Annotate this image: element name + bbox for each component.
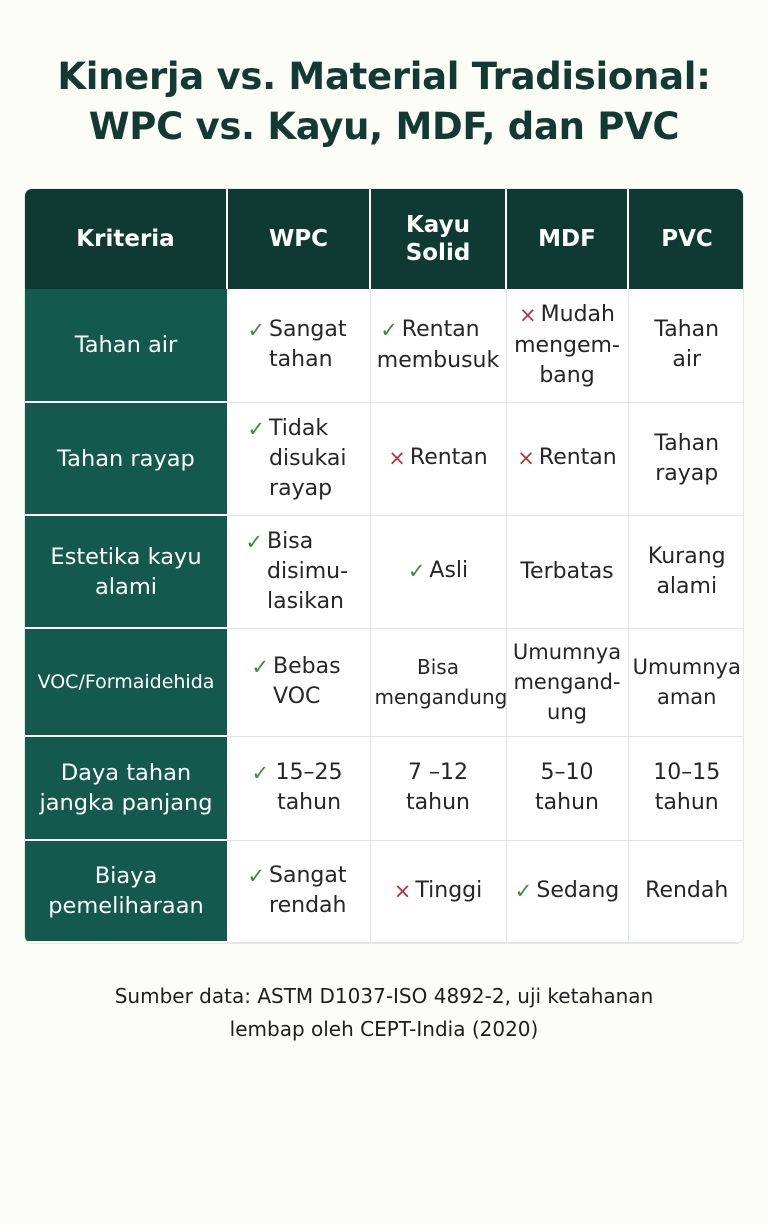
cell-text-2: mengem- [514,332,620,358]
cell-kayu [370,840,506,942]
cell-text: Rentan [401,316,480,342]
criteria-cell [25,515,227,628]
header-pvc: PVC [628,189,744,289]
criteria-text-2: pemeliharaan [48,893,204,919]
cell-text: Mudah [540,301,615,327]
cross-icon: × [517,446,535,470]
cell-wpc [227,402,370,515]
cell-text: Sangat tahan [269,317,347,373]
criteria-text: Estetika kayu [50,543,202,570]
check-icon: ✓ [407,559,426,583]
cell-text: Umumnya [632,655,741,679]
criteria-cell [25,840,227,942]
header-kayu-line1: Kayu [405,212,470,238]
cell-wpc [227,515,370,628]
table-row [25,515,744,628]
cell-kayu [370,289,506,402]
header-kayu-line2: Solid [405,240,471,266]
cell-wpc [227,628,370,736]
cell-text-2: aman [656,685,717,709]
cell-text: Bisa disimu- lasikan [267,528,349,614]
cell-text: Umumnya [512,640,622,664]
page-title [0,52,768,152]
cell-text-3: ung [547,700,587,724]
cell-text: 5–10 [540,760,594,785]
header-kriteria: Kriteria [25,189,227,289]
criteria-text: Biaya [94,863,158,889]
check-icon: ✓ [247,416,266,441]
cell-mdf [506,840,628,942]
cell-kayu [370,628,506,736]
check-icon: ✓ [245,529,264,554]
cell-text: Bisa [417,655,459,679]
cell-wpc [227,289,370,402]
cell-text: Tidak disukai rayap [269,415,347,501]
source-line-1: Sumber data: ASTM D1037-ISO 4892-2, uji ketahanan [114,984,654,1008]
cell-text-2: tahun [654,790,719,815]
cell-mdf: Terbatas [506,515,628,628]
cell-text: Tahan [654,317,720,343]
cell-text: Rentan [538,445,617,470]
table-row [25,628,744,736]
cell-text: Sangat rendah [269,863,347,918]
cell-text: Rentan [409,445,488,470]
table-row [25,289,744,402]
table-row [25,840,744,942]
cell-text-2: air [672,347,702,373]
cell-pvc [628,402,744,515]
source-note [0,980,768,1046]
criteria-text: Daya tahan [60,760,192,786]
cell-text: Tinggi [415,877,483,903]
header-wpc: WPC [227,189,370,289]
cell-pvc [628,736,744,840]
cell-text: Kurang [647,543,726,569]
cell-kayu [370,736,506,840]
cell-text-2: mengand- [513,670,621,694]
title-line-1: Kinerja vs. Material Tradisional: [57,55,711,98]
cell-kayu [370,515,506,628]
table-row [25,402,744,515]
cell-text-2: mengandung [374,685,508,709]
check-icon: ✓ [251,655,270,679]
cell-pvc [628,289,744,402]
comparison-table [24,188,744,944]
cell-mdf [506,289,628,402]
cell-text-2: tahun [406,790,470,815]
cell-text: 7 –12 [408,760,468,785]
check-icon: ✓ [514,878,533,903]
cell-text-2: alami [656,573,718,599]
cell-text: Asli [429,558,469,583]
table-row [25,736,744,840]
check-icon: ✓ [247,318,266,343]
cell-wpc [227,736,370,840]
cell-text: 15–25 tahun [275,760,343,815]
header-kayu [370,189,506,289]
cell-mdf [506,628,628,736]
header-mdf: MDF [506,189,628,289]
cell-text: Tahan [654,430,720,456]
cell-text-3: bang [539,362,595,388]
criteria-cell: Tahan rayap [25,402,227,515]
cell-text: 10–15 [653,760,721,785]
cross-icon: × [388,446,406,470]
cell-text-2: membusuk [376,347,500,373]
source-line-2: lembap oleh CEPT-India (2020) [229,1017,539,1041]
criteria-text-2: jangka panjang [39,790,213,816]
cross-icon: × [519,302,537,327]
criteria-cell: VOC/Formaidehida [25,628,227,736]
cell-text-2: tahun [535,790,599,815]
cell-mdf [506,402,628,515]
cell-text-2: rayap [655,460,719,486]
cell-text: Bebas VOC [273,654,341,709]
check-icon: ✓ [247,864,266,888]
cell-kayu [370,402,506,515]
check-icon: ✓ [380,317,398,342]
cell-mdf [506,736,628,840]
check-icon: ✓ [251,761,270,785]
cell-wpc [227,840,370,942]
title-line-2: WPC vs. Kayu, MDF, dan PVC [88,105,680,148]
cell-pvc [628,515,744,628]
table-header-row [25,189,744,289]
cell-pvc [628,628,744,736]
criteria-text-2: alami [95,573,157,600]
criteria-cell [25,736,227,840]
criteria-cell: Tahan air [25,289,227,402]
cell-pvc: Rendah [628,840,744,942]
cross-icon: × [393,878,412,903]
cell-text: Sedang [536,877,620,903]
